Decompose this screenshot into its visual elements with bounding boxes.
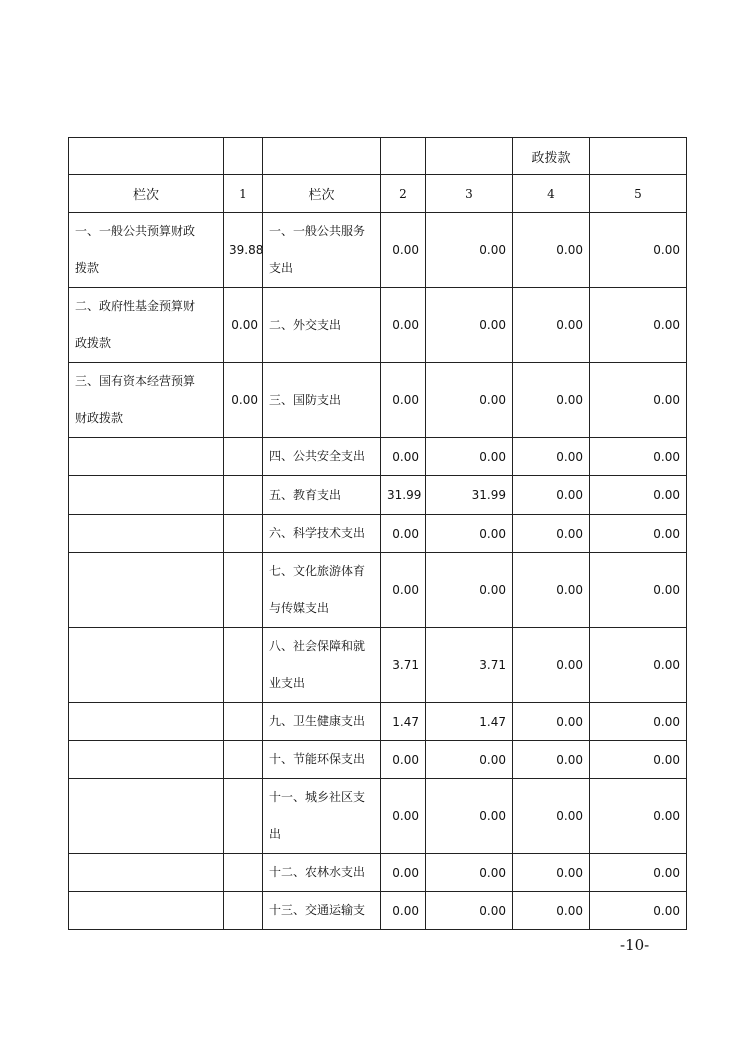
- col-header-1: 1: [224, 175, 263, 213]
- expense-item-line: 二、外交支出: [269, 317, 342, 332]
- expense-item: [263, 476, 381, 515]
- value-col-4: 0.00: [513, 553, 590, 628]
- income-item: [69, 515, 224, 553]
- expense-item-line: 与传媒支出: [269, 601, 330, 615]
- value-col-4: 0.00: [513, 854, 590, 892]
- value-col-5: 0.00: [590, 854, 687, 892]
- expense-item-line: 十、节能环保支出: [269, 752, 366, 766]
- income-value: [224, 438, 263, 476]
- expense-item-line: 三、国防支出: [269, 392, 342, 407]
- income-item-line: 三、国有资本经营预算: [75, 374, 196, 388]
- expense-item-line: 九、卫生健康支出: [269, 714, 366, 728]
- value-col-2: 0.00: [381, 363, 426, 438]
- expense-item: [263, 741, 381, 779]
- table-row: [69, 779, 687, 854]
- value-col-3: 0.00: [426, 892, 513, 930]
- expense-item: [263, 703, 381, 741]
- income-item: [69, 363, 224, 438]
- value-col-5: 0.00: [590, 288, 687, 363]
- value-col-2: 0.00: [381, 553, 426, 628]
- column-header-row: [69, 175, 687, 213]
- income-item-line: 政拨款: [75, 336, 112, 350]
- income-item: [69, 854, 224, 892]
- value-col-2: 1.47: [381, 703, 426, 741]
- value-col-3: 0.00: [426, 288, 513, 363]
- income-value-line: 0.00: [231, 318, 258, 332]
- expense-item-line: 十一、城乡社区支: [269, 790, 366, 804]
- col-header-2: 2: [381, 175, 426, 213]
- value-col-5: 0.00: [590, 741, 687, 779]
- income-value: [224, 553, 263, 628]
- expense-item-line: 业支出: [269, 676, 306, 690]
- income-value: [224, 741, 263, 779]
- income-item-line: 拨款: [75, 261, 100, 275]
- value-col-3: 0.00: [426, 515, 513, 553]
- income-value: [224, 703, 263, 741]
- table-row: [69, 703, 687, 741]
- value-col-3: 0.00: [426, 363, 513, 438]
- income-item: [69, 213, 224, 288]
- value-col-3: 0.00: [426, 553, 513, 628]
- income-value-line: 0.00: [231, 393, 258, 407]
- col-header-4: 4: [513, 175, 590, 213]
- page-number: -10-: [620, 936, 650, 954]
- value-col-3: 31.99: [426, 476, 513, 515]
- expense-item-line: 十二、农林水支出: [269, 865, 366, 879]
- value-col-5: 0.00: [590, 213, 687, 288]
- top-cell: [69, 138, 224, 175]
- income-item: [69, 288, 224, 363]
- value-col-2: 0.00: [381, 892, 426, 930]
- top-cell-allocation: 政拨款: [513, 138, 590, 175]
- income-item-line: 财政拨款: [75, 411, 124, 425]
- income-item: [69, 628, 224, 703]
- income-item: [69, 476, 224, 515]
- value-col-2: 0.00: [381, 438, 426, 476]
- expense-item: [263, 288, 381, 363]
- value-col-3: 1.47: [426, 703, 513, 741]
- value-col-4: 0.00: [513, 476, 590, 515]
- top-cell: [263, 138, 381, 175]
- expense-item: [263, 213, 381, 288]
- value-col-2: 3.71: [381, 628, 426, 703]
- value-col-4: 0.00: [513, 438, 590, 476]
- table-row: [69, 553, 687, 628]
- income-item: [69, 703, 224, 741]
- income-value: [224, 213, 263, 288]
- income-value: [224, 892, 263, 930]
- top-cell: [426, 138, 513, 175]
- expense-item: [263, 854, 381, 892]
- table-row: [69, 213, 687, 288]
- income-value: [224, 363, 263, 438]
- income-value-line: 39.8: [229, 242, 256, 257]
- col-header-3: 3: [426, 175, 513, 213]
- value-col-4: 0.00: [513, 779, 590, 854]
- income-value-line: 8: [255, 242, 264, 257]
- value-col-5: 0.00: [590, 363, 687, 438]
- income-value: [224, 854, 263, 892]
- table-row: [69, 892, 687, 930]
- income-value: [224, 628, 263, 703]
- table-row: [69, 854, 687, 892]
- income-item-line: 一、一般公共预算财政: [75, 224, 196, 238]
- value-col-4: 0.00: [513, 703, 590, 741]
- expense-item: [263, 438, 381, 476]
- value-col-5: 0.00: [590, 628, 687, 703]
- expense-item: [263, 553, 381, 628]
- top-cell: [590, 138, 687, 175]
- value-col-3: 0.00: [426, 854, 513, 892]
- value-col-3: 0.00: [426, 779, 513, 854]
- top-cell: [381, 138, 426, 175]
- income-item-line: 二、政府性基金预算财: [75, 299, 196, 313]
- value-col-5: 0.00: [590, 779, 687, 854]
- value-col-4: 0.00: [513, 741, 590, 779]
- value-col-3: 0.00: [426, 438, 513, 476]
- expense-item: [263, 779, 381, 854]
- col-header-5: 5: [590, 175, 687, 213]
- value-col-4: 0.00: [513, 892, 590, 930]
- expense-item: [263, 515, 381, 553]
- income-item: [69, 779, 224, 854]
- expense-item-line: 出: [269, 827, 282, 841]
- value-col-3: 0.00: [426, 213, 513, 288]
- value-col-4: 0.00: [513, 363, 590, 438]
- col-header-item: 栏次: [263, 175, 381, 213]
- table-row: [69, 628, 687, 703]
- table-row: [69, 438, 687, 476]
- expense-item-line: 七、文化旅游体育: [269, 564, 366, 578]
- table-row: [69, 288, 687, 363]
- income-item: [69, 438, 224, 476]
- table-body: [69, 138, 687, 930]
- value-col-2: 0.00: [381, 288, 426, 363]
- value-col-4: 0.00: [513, 628, 590, 703]
- table-row: [69, 515, 687, 553]
- expense-item-line: 五、教育支出: [269, 487, 342, 502]
- income-item: [69, 741, 224, 779]
- value-col-2: 0.00: [381, 779, 426, 854]
- expense-item-line: 四、公共安全支出: [269, 449, 366, 463]
- value-col-4: 0.00: [513, 213, 590, 288]
- income-item: [69, 892, 224, 930]
- table-row: [69, 741, 687, 779]
- value-col-5: 0.00: [590, 476, 687, 515]
- value-col-2: 0.00: [381, 213, 426, 288]
- value-col-2: 0.00: [381, 515, 426, 553]
- value-col-5: 0.00: [590, 703, 687, 741]
- expense-item: [263, 628, 381, 703]
- income-value: [224, 779, 263, 854]
- value-col-5: 0.00: [590, 515, 687, 553]
- value-col-3: 3.71: [426, 628, 513, 703]
- expense-item-line: 支出: [269, 261, 294, 275]
- value-col-4: 0.00: [513, 515, 590, 553]
- value-col-2: 0.00: [381, 741, 426, 779]
- expense-item: [263, 363, 381, 438]
- value-col-2: 0.00: [381, 854, 426, 892]
- value-col-2: 31.99: [381, 476, 426, 515]
- value-col-5: 0.00: [590, 892, 687, 930]
- income-item: [69, 553, 224, 628]
- income-value: [224, 288, 263, 363]
- expense-item: [263, 892, 381, 930]
- value-col-3: 0.00: [426, 741, 513, 779]
- top-cell: [224, 138, 263, 175]
- expense-item-line: 十三、交通运输支: [269, 903, 366, 917]
- value-col-4: 0.00: [513, 288, 590, 363]
- table-top-row: [69, 138, 687, 175]
- table-row: [69, 363, 687, 438]
- col-header-item: 栏次: [69, 175, 224, 213]
- value-col-5: 0.00: [590, 438, 687, 476]
- expense-item-line: 八、社会保障和就: [269, 639, 366, 653]
- table-row: [69, 476, 687, 515]
- income-value: [224, 476, 263, 515]
- value-col-5: 0.00: [590, 553, 687, 628]
- income-value: [224, 515, 263, 553]
- expense-item-line: 六、科学技术支出: [269, 526, 366, 540]
- budget-table: [68, 137, 687, 930]
- expense-item-line: 一、一般公共服务: [269, 224, 366, 238]
